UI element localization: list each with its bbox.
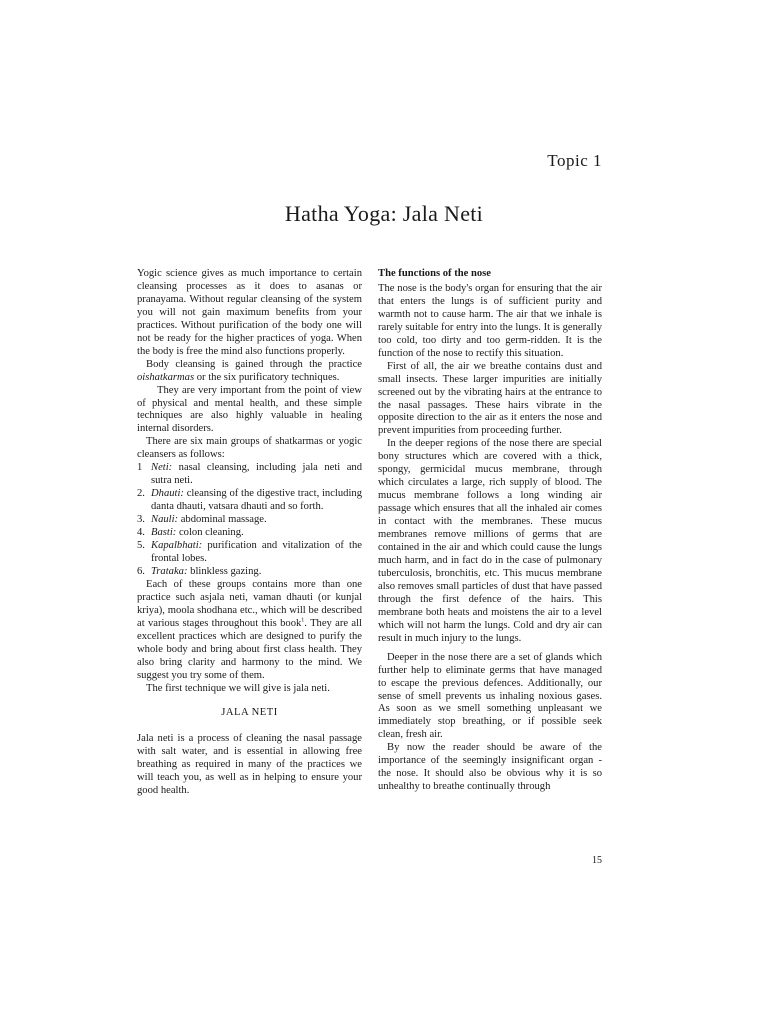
paragraph-shatkarmas: Body cleansing is gained through the practice oishatkarmas or the six purificatory techniques. bbox=[137, 358, 362, 383]
paragraph-practices: Each of these groups contains more than one practice such asjala neti, vaman dhauti (or kunjal kriya), moola shodhana etc., which will be described at various stages throughout this book$^1$. They are all excellent practices which are designed to purify the whole body and bring about first class health. They also bring clarity and harmony to the mind. We suggest you try some of them. bbox=[137, 578, 362, 681]
page-title: Hatha Yoga: Jala Neti bbox=[284, 201, 484, 226]
paragraph-groups: There are six main groups of shatkarmas or yogic cleansers as follows: bbox=[137, 436, 362, 461]
list-item: 6. Trataka: blinkless gazing. bbox=[137, 565, 262, 577]
paragraph-deeper-regions: In the deeper regions of the nose there are special bony structures which are covered with a thick, spongy, germicidal mucus membrane, through which circulates a large, rich supply of blood. The mucus membrane follows a long winding air passage which ensures that all the inhaled air comes in contact with the membranes. These mucus membranes remove millions of germs that are contained in the air and which could cause the lungs much harm, and in fact do in the case of pulmonary tuberculosis, bronchitis, etc. This mucus membrane also removes small particles of dust that have passed through the first defence of the hairs. This membrane both heats and moistens the air to a level which will not harm the lungs. Cold and dry air can result in much injury to the lungs. bbox=[378, 438, 602, 644]
list-item: 2. Dhauti: cleansing of the digestive tract, including danta dhauti, vatsara dhauti and so forth. bbox=[137, 488, 362, 513]
topic-label: Topic 1 bbox=[547, 151, 602, 170]
list-item: 1 Neti: nasal cleansing, including jala neti and sutra neti. bbox=[137, 462, 362, 487]
paragraph-dust: First of all, the air we breathe contains dust and small insects. These larger impurities are initially screened out by the vibrating hairs at the entrance to the nasal passages. These hairs vibrate in the opposite direction to the air as it enters the nose and prevent impurities from proceeding further. bbox=[378, 360, 602, 437]
intro-paragraph: Yogic science gives as much importance to certain cleansing processes as it does to asanas or pranayama. Without regular cleansing of the system you will not gain maximum benefits from your practices. Without purification of the body one will not be ready for the higher practices of yoga. When the body is free the mind also functions properly. bbox=[137, 268, 362, 357]
list-item: 4. Basti: colon cleaning. bbox=[137, 527, 244, 539]
paragraph-importance: They are very important from the point of view of physical and mental health, and these simple techniques are also highly valuable in healing internal disorders. bbox=[137, 384, 362, 435]
shatkarma-list bbox=[137, 462, 362, 579]
paragraph-first-technique: The first technique we will give is jala neti. bbox=[146, 682, 330, 694]
paragraph-nose-organ: The nose is the body's organ for ensuring that the air that enters the lungs is of sufficient purity and warmth not to cause harm. The air that we inhale is rarely suitable for entry into the lungs. It is generally too cold, too dirty and too germ-ridden. It is the function of the nose to rectify this situation. bbox=[378, 282, 602, 359]
page-number: 15 bbox=[592, 855, 602, 866]
left-column bbox=[137, 268, 362, 798]
right-column bbox=[378, 268, 602, 794]
list-item: 3. Nauli: abdominal massage. bbox=[137, 514, 267, 526]
paragraph-glands: Deeper in the nose there are a set of glands which further help to eliminate germs that have managed to escape the previous defences. Additionally, our sense of smell prevents us inhaling noxious gases. As soon as we smell something unpleasant we immediately stop breathing, or if possible seek clean, fresh air. bbox=[378, 651, 602, 741]
section-heading-nose: The functions of the nose bbox=[378, 268, 492, 279]
list-item: 5. Kapalbhati: purification and vitalization of the frontal lobes. bbox=[137, 540, 362, 564]
footnote-marker: 1 bbox=[301, 617, 305, 624]
paragraph-jala-neti: Jala neti is a process of cleaning the nasal passage with salt water, and is essential in allowing free breathing as required in many of the practices we will teach you, as well as in helping to ensure your good health. bbox=[137, 733, 362, 797]
shatkarmas-term: oishatkarmas bbox=[137, 371, 195, 383]
section-heading-jala-neti: JALA NETI bbox=[221, 707, 278, 719]
paragraph-importance-nose: By now the reader should be aware of the importance of the seemingly insignificant organ - the nose. It should also be obvious why it is so unhealthy to breathe continually through bbox=[378, 742, 602, 793]
